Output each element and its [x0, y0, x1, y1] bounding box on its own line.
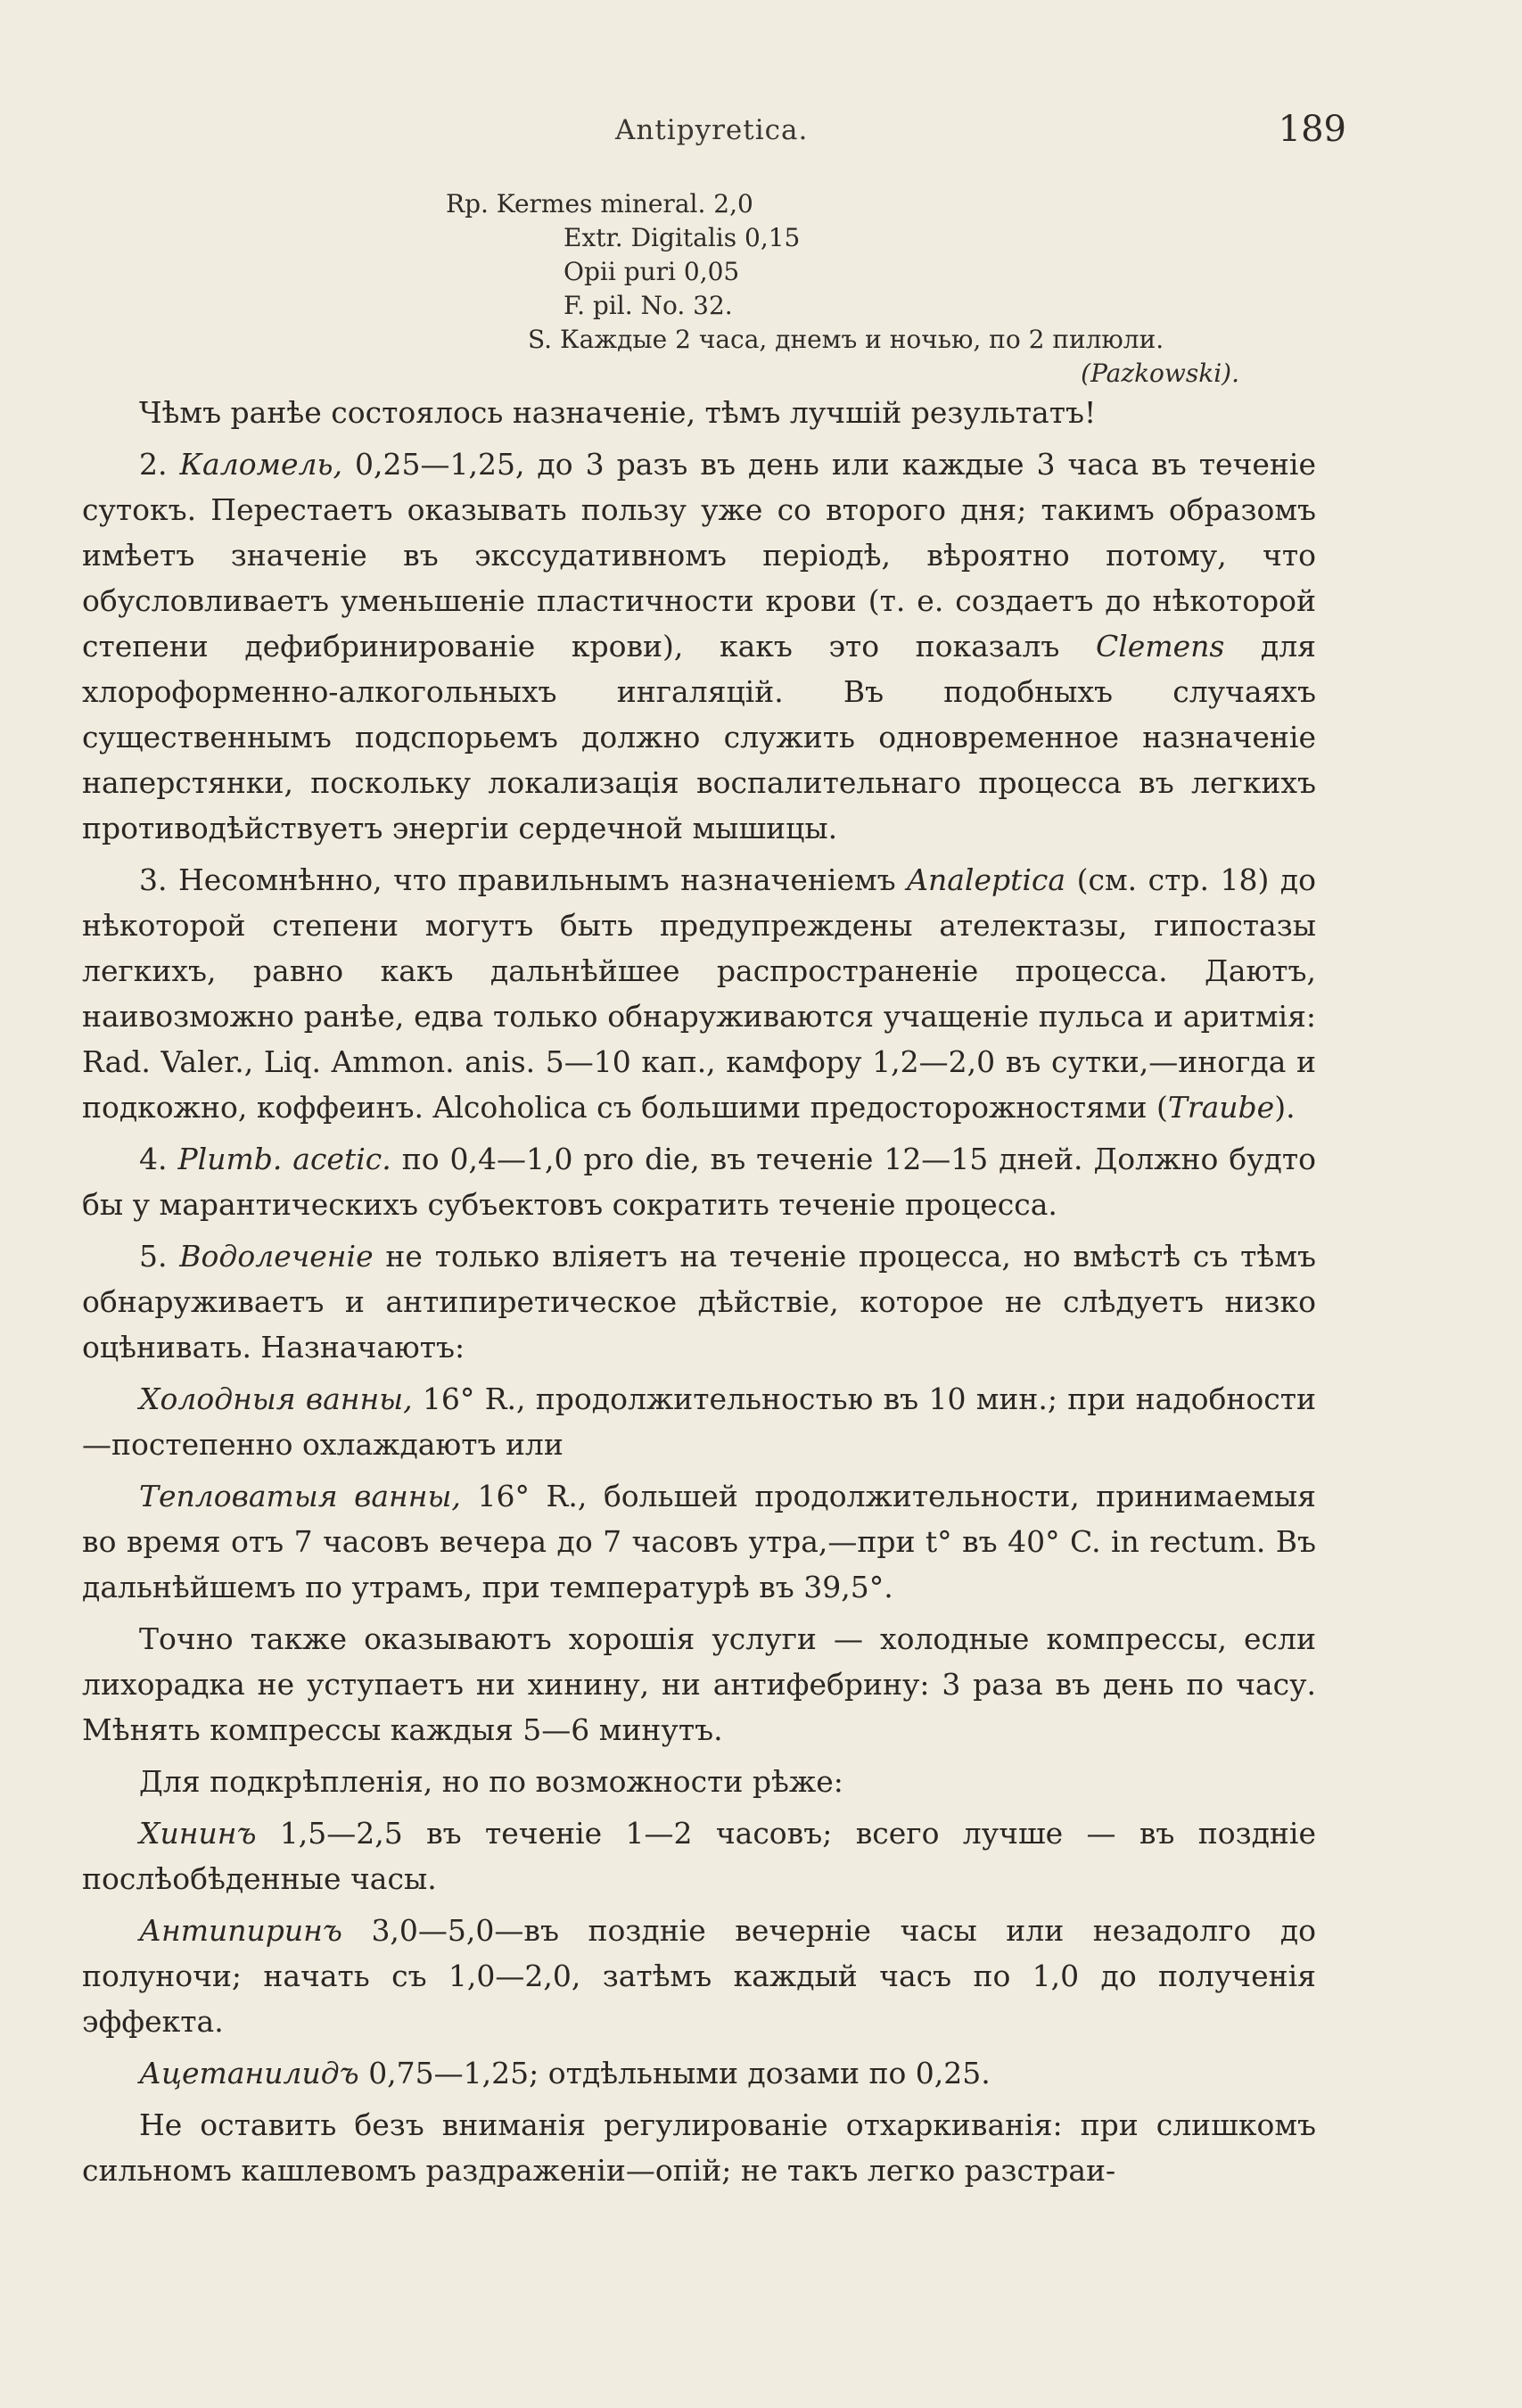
- paragraph-text: Не оставить безъ вниманія регулированіе отхаркиванія: при слишкомъ сильномъ кашлевомъ раздраженіи—опій; не такъ легко разстраи-: [82, 2107, 1316, 2188]
- paragraph-compresses: [82, 1616, 1316, 1752]
- paragraph-acetanilide: [82, 2050, 1316, 2096]
- paragraph-text: 16° R., продолжительностью въ 10 мин.; при надобности—постепенно охлаждаютъ или: [82, 1381, 1316, 1462]
- recipe-author: (Pazkowski).: [1081, 359, 1239, 388]
- paragraph-text: Для подкрѣпленія, но по возможности рѣже:: [139, 1764, 843, 1799]
- recipe-line-3: Opii puri 0,05: [564, 257, 740, 286]
- paragraph-3: [82, 857, 1316, 1130]
- recipe-line-4: F. pil. No. 32.: [564, 291, 733, 320]
- paragraph-warm-baths: [82, 1473, 1316, 1610]
- recipe-line-2: Extr. Digitalis 0,15: [564, 223, 801, 252]
- paragraph-cold-baths: [82, 1376, 1316, 1467]
- paragraph-text: по 0,4—1,0 pro die, въ теченіе 12—15 дней. Должно будто бы у марантическихъ субъектовъ сократить теченіе процесса.: [82, 1142, 1317, 1222]
- remedy-name: Водолеченіе: [179, 1239, 374, 1274]
- paragraph-number: 2.: [139, 447, 168, 482]
- remedy-name: Тепловатыя ванны,: [139, 1479, 461, 1513]
- remedy-name: Антипиринъ: [139, 1913, 342, 1948]
- paragraph-1: [82, 390, 1316, 435]
- paragraph-text: Точно также оказываютъ хорошія услуги — холодные компрессы, если лихорадка не уступаетъ ни хинину, ни антифебрину: 3 раза въ день по часу. Мѣнять компрессы каждыя 5—6 минутъ.: [82, 1621, 1316, 1747]
- paragraph-quinine: [82, 1810, 1316, 1901]
- running-title: Antipyretica.: [615, 114, 809, 146]
- paragraph-number: 5.: [139, 1239, 168, 1274]
- page-number: 189: [1278, 109, 1346, 150]
- remedy-name: Хининъ: [139, 1816, 257, 1851]
- paragraph-text: 0,25—1,25, до 3 разъ въ день или каждые 3 часа въ теченіе сутокъ. Перестаетъ оказывать пользу уже со второго дня; такимъ образомъ имѣетъ значеніе въ экссудативномъ періодѣ, вѣроятно потому, что обусловливаетъ уменьшеніе пластичности крови (т. е. создаетъ до нѣкоторой степени дефибринированіе крови), какъ это показалъ: [82, 447, 1316, 664]
- paragraph-antipyrine: [82, 1908, 1316, 2044]
- paragraph-text: Чѣмъ ранѣе состоялось назначеніе, тѣмъ лучшій результатъ!: [139, 395, 1097, 430]
- paragraph-expectoration: [82, 2102, 1316, 2193]
- recipe-signa: S. Каждые 2 часа, днемъ и ночью, по 2 пилюли.: [528, 325, 1164, 354]
- paragraph-text: 1,5—2,5 въ теченіе 1—2 часовъ; всего лучше — въ поздніе послѣобѣденные часы.: [82, 1816, 1316, 1896]
- paragraph-number: 3.: [139, 862, 168, 897]
- paragraph-number: 4.: [139, 1142, 168, 1176]
- paragraph-text: не только вліяетъ на теченіе процесса, но вмѣстѣ съ тѣмъ обнаруживаетъ и антипиретическое дѣйствіе, которое не слѣдуетъ низко оцѣнивать. Назначаютъ:: [82, 1239, 1316, 1365]
- paragraph-text: 0,75—1,25; отдѣльными дозами по 0,25.: [368, 2056, 991, 2091]
- recipe-line-1: Rp. Kermes mineral. 2,0: [446, 189, 753, 219]
- prescription-block: [446, 187, 1248, 391]
- paragraph-text: 16° R., большей продолжительности, принимаемыя во время отъ 7 часовъ вечера до 7 часовъ утра,—при t° въ 40° C. in rectum. Въ дальнѣйшемъ по утрамъ, при температурѣ въ 39,5°.: [82, 1479, 1316, 1604]
- remedy-name: Холодныя ванны,: [139, 1381, 413, 1416]
- body-text: [82, 390, 1316, 2193]
- paragraph-2: [82, 441, 1316, 851]
- remedy-name: Ацетанилидъ: [139, 2056, 359, 2091]
- remedy-name: Plumb. acetic.: [177, 1142, 391, 1176]
- paragraph-text-cont: (см. стр. 18) до нѣкоторой степени могутъ быть предупреждены ателектазы, гипостазы легкихъ, равно какъ дальнѣйшее распространеніе процесса. Даютъ, наивозможно ранѣе, едва только обнаруживаются учащеніе пульса и аритмія: Rad. Valer., Liq. Ammon. anis. 5—10 кап., камфору 1,2—2,0 въ сутки,—иногда и подкожно, коффеинъ. Alcoholica съ большими предосторожностями (: [82, 862, 1316, 1125]
- paragraph-4: [82, 1136, 1316, 1227]
- paragraph-text: 3,0—5,0—въ поздніе вечерніе часы или незадолго до полуночи; начать съ 1,0—2,0, затѣмъ каждый часъ по 1,0 до полученія эффекта.: [82, 1913, 1316, 2039]
- paragraph-strengthening: [82, 1759, 1316, 1804]
- page-header: [143, 109, 1346, 155]
- paragraph-text-cont: для хлороформенно-алкогольныхъ ингаляцій. Въ подобныхъ случаяхъ существеннымъ подспорьемъ должно служить одновременное назначеніе наперстянки, поскольку локализація воспалительнаго процесса въ легкихъ противодѣйствуетъ энергіи сердечной мышицы.: [82, 629, 1316, 845]
- author-name: Clemens: [1095, 629, 1225, 664]
- author-name: Traube: [1167, 1090, 1275, 1125]
- paragraph-text: Несомнѣнно, что правильнымъ назначеніемъ: [178, 862, 896, 897]
- paragraph-text-end: ).: [1274, 1090, 1296, 1125]
- remedy-name: Analeptica: [907, 862, 1066, 897]
- remedy-name: Каломель,: [179, 447, 342, 482]
- paragraph-5: [82, 1233, 1316, 1370]
